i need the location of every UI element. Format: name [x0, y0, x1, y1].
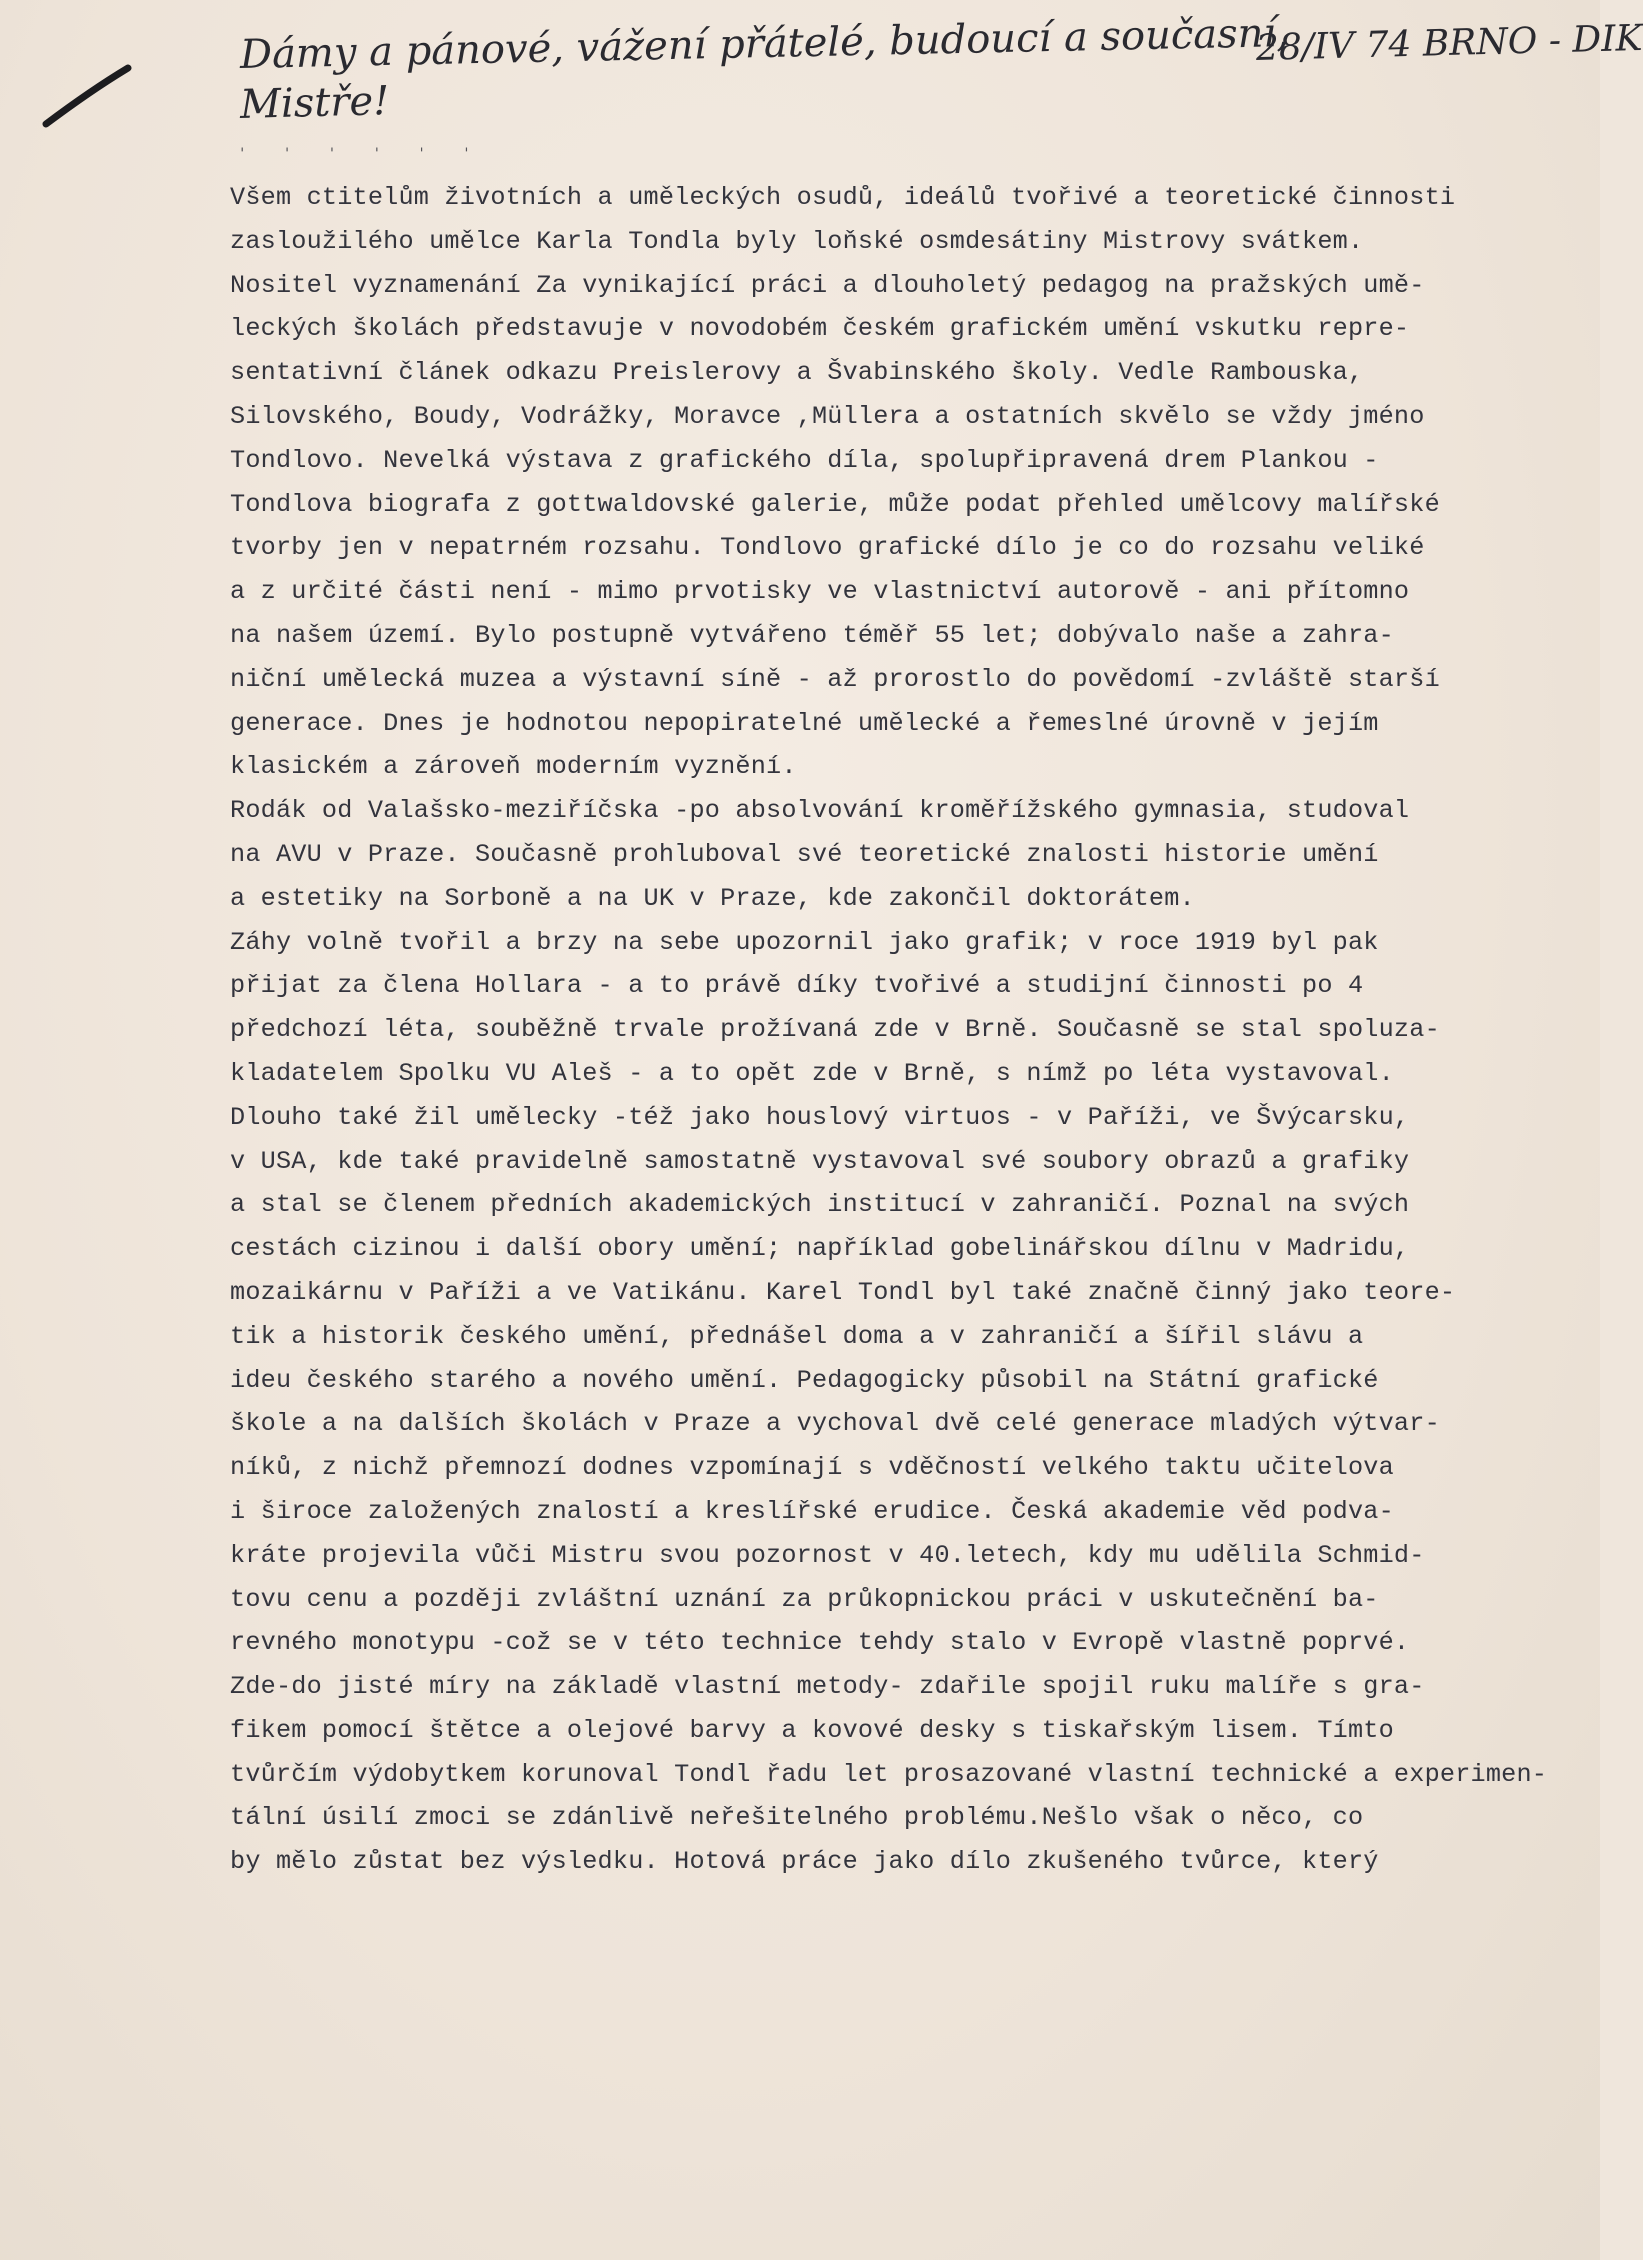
- handwritten-greeting: Dámy a pánové, vážení přátelé, budoucí a současní,: [239, 10, 1290, 78]
- body-line: kladatelem Spolku VU Aleš - a to opět zde v Brně, s nímž po léta vystavoval.: [230, 1058, 1394, 1088]
- body-line: niční umělecká muzea a výstavní síně - až prorostlo do povědomí -zvláště starší: [230, 664, 1440, 694]
- body-line: mozaikárnu v Paříži a ve Vatikánu. Karel Tondl byl také značně činný jako teore-: [230, 1277, 1456, 1307]
- margin-pen-stroke: [40, 60, 140, 140]
- body-line: na AVU v Praze. Současně prohluboval své teoretické znalosti historie umění: [230, 839, 1379, 869]
- handwritten-reference-note: 28/IV 74 BRNO - DIK: [1255, 17, 1643, 69]
- body-line: tovu cenu a později zvláštní uznání za průkopnickou práci v uskutečnění ba-: [230, 1584, 1379, 1614]
- body-line: by mělo zůstat bez výsledku. Hotová práce jako dílo zkušeného tvůrce, který: [230, 1847, 1379, 1877]
- body-line: tální úsilí zmoci se zdánlivě neřešitelného problému.Nešlo však o něco, co: [230, 1803, 1364, 1833]
- body-line: revného monotypu -což se v této technice tehdy stalo v Evropě vlastně poprvé.: [230, 1628, 1410, 1658]
- body-line: Nositel vyznamenání Za vynikající práci a dlouholetý pedagog na pražských umě-: [230, 270, 1425, 300]
- body-line: klasickém a zároveň moderním vyznění.: [230, 752, 797, 782]
- body-line: i široce založených znalostí a kreslířské erudice. Česká akademie věd podva-: [230, 1496, 1394, 1526]
- body-line: ideu českého starého a nového umění. Pedagogicky působil na Státní grafické: [230, 1365, 1379, 1395]
- handwritten-greeting-continued: Mistře!: [239, 78, 390, 128]
- body-line: tik a historik českého umění, přednášel doma a v zahraničí a šířil slávu a: [230, 1321, 1364, 1351]
- body-line: Silovského, Boudy, Vodrážky, Moravce ,Müllera a ostatních skvělo se vždy jméno: [230, 401, 1425, 431]
- body-line: sentativní článek odkazu Preislerovy a Švabinského školy. Vedle Rambouska,: [230, 358, 1364, 388]
- body-line: Zde-do jisté míry na základě vlastní metody- zdařile spojil ruku malíře s gra-: [230, 1672, 1425, 1702]
- body-line: tvorby jen v nepatrném rozsahu. Tondlovo grafické dílo je co do rozsahu veliké: [230, 533, 1425, 563]
- body-line: škole a na dalších školách v Praze a vychoval dvě celé generace mladých výtvar-: [230, 1409, 1440, 1439]
- body-line: zasloužilého umělce Karla Tondla byly loňské osmdesátiny Mistrovy svátkem.: [230, 226, 1364, 256]
- typewritten-body: [230, 176, 1548, 1884]
- body-line: a stal se členem předních akademických institucí v zahraničí. Poznal na svých: [230, 1190, 1410, 1220]
- body-line: Tondlova biografa z gottwaldovské galerie, může podat přehled umělcovy malířské: [230, 489, 1440, 519]
- body-line: Tondlovo. Nevelká výstava z grafického díla, spolupřipravená drem Plankou -: [230, 445, 1379, 475]
- body-line: a z určité části není - mimo prvotisky ve vlastnictví autorově - ani přítomno: [230, 577, 1410, 607]
- body-line: kráte projevila vůči Mistru svou pozornost v 40.letech, kdy mu udělila Schmid-: [230, 1540, 1425, 1570]
- body-line: předchozí léta, souběžně trvale prožívaná zde v Brně. Současně se stal spoluza-: [230, 1015, 1440, 1045]
- body-line: níků, z nichž přemnozí dodnes vzpomínají s vděčností velkého taktu učitelova: [230, 1453, 1394, 1483]
- body-line: v USA, kde také pravidelně samostatně vystavoval své soubory obrazů a grafiky: [230, 1146, 1410, 1176]
- body-line: Dlouho také žil umělecky -též jako houslový virtuos - v Paříži, ve Švýcarsku,: [230, 1102, 1410, 1132]
- body-line: cestách cizinou i další obory umění; například gobelinářskou dílnu v Madridu,: [230, 1234, 1410, 1264]
- body-line: leckých školách představuje v novodobém českém grafickém umění vskutku repre-: [230, 314, 1410, 344]
- body-line: generace. Dnes je hodnotou nepopiratelné umělecké a řemeslné úrovně v jejím: [230, 708, 1379, 738]
- body-line: a estetiky na Sorboně a na UK v Praze, kde zakončil doktorátem.: [230, 883, 1195, 913]
- body-line: tvůrčím výdobytkem korunoval Tondl řadu let prosazované vlastní technické a experimen-: [230, 1759, 1548, 1789]
- body-line: na našem území. Bylo postupně vytvářeno téměř 55 let; dobývalo naše a zahra-: [230, 620, 1394, 650]
- tick-marks: ' ' ' ' ' ': [238, 146, 485, 162]
- body-line: Záhy volně tvořil a brzy na sebe upozornil jako grafik; v roce 1919 byl pak: [230, 927, 1379, 957]
- body-line: přijat za člena Hollara - a to právě díky tvořivé a studijní činnosti po 4: [230, 971, 1364, 1001]
- body-line: fikem pomocí štětce a olejové barvy a kovové desky s tiskařským lisem. Tímto: [230, 1715, 1394, 1745]
- body-line: Všem ctitelům životních a uměleckých osudů, ideálů tvořivé a teoretické činnosti: [230, 183, 1456, 212]
- body-line: Rodák od Valašsko-meziříčska -po absolvování kroměřížského gymnasia, studoval: [230, 796, 1410, 826]
